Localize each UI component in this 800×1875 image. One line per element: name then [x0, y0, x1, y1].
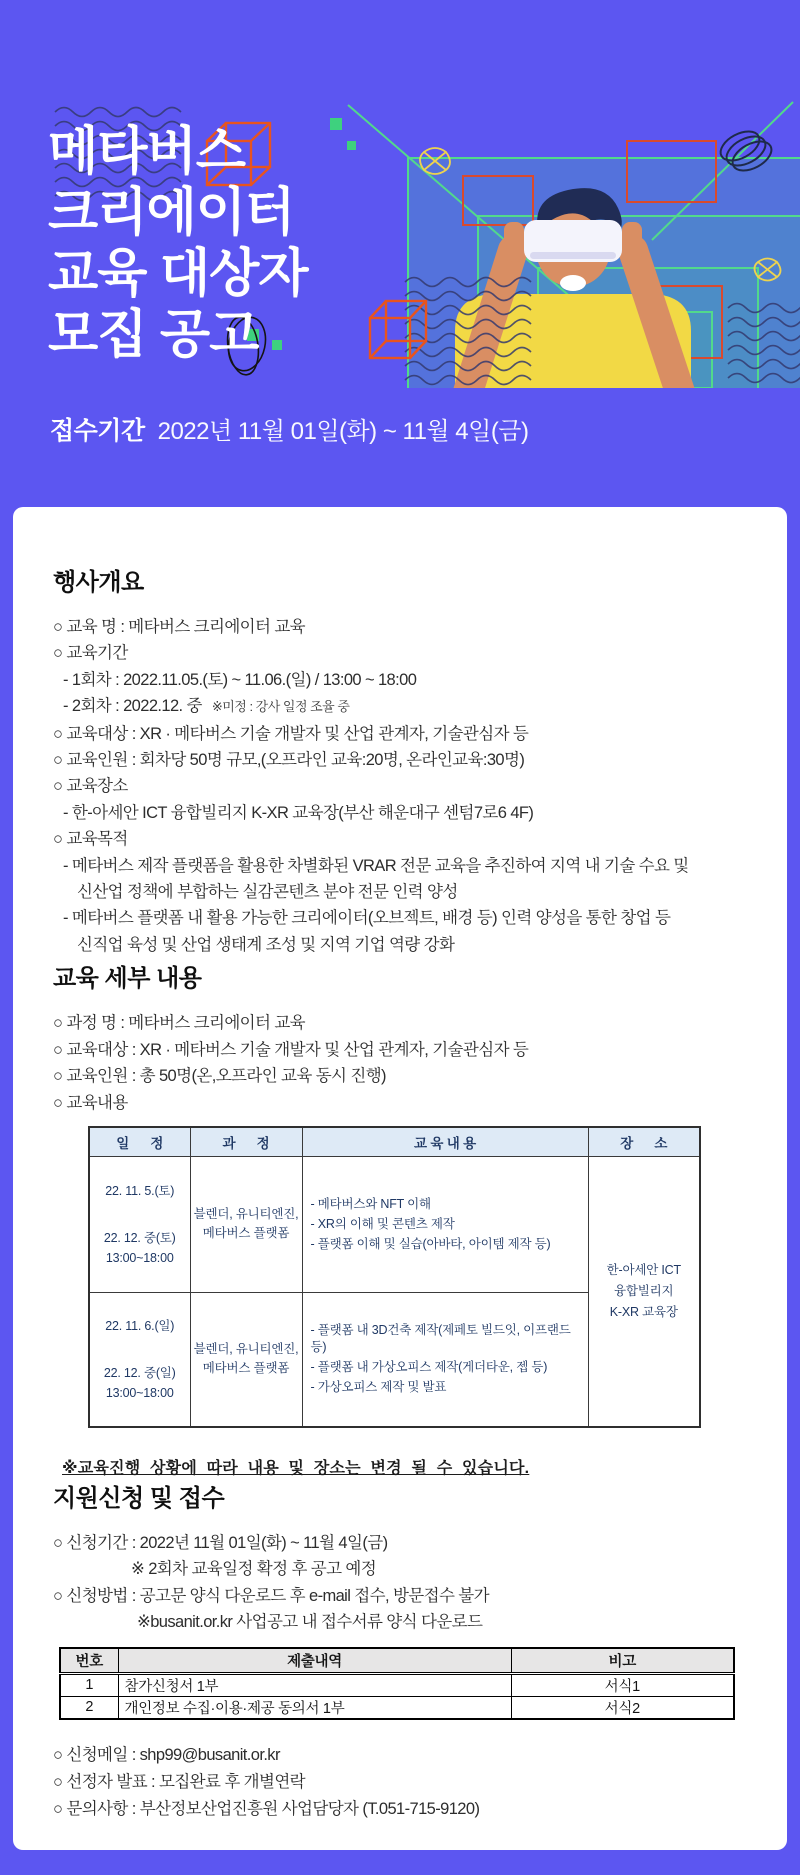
- list-item: ○ 교육인원 : 회차당 50명 규모,(오프라인 교육:20명, 온라인교육:30명): [53, 751, 525, 770]
- schedule-date: 22. 11. 6.(일): [105, 1318, 175, 1333]
- table-row: [60, 1673, 734, 1696]
- apply-list: [53, 1530, 753, 1636]
- right-hand: [622, 222, 642, 262]
- col-header-course: 과 정: [190, 1127, 302, 1157]
- course-line: 블렌더, 유니티엔진,: [193, 1207, 299, 1222]
- list-item: ※ 2회차 교육일정 확정 후 공고 예정: [131, 1560, 377, 1579]
- course-line: 블렌더, 유니티엔진,: [193, 1342, 299, 1357]
- schedule-cell: [89, 1292, 190, 1427]
- list-item: ○ 교육내용: [53, 1093, 128, 1112]
- schedule-date: 22. 12. 중(토): [103, 1230, 176, 1245]
- list-item: - 메타버스 제작 플랫폼을 활용한 차별화된 VRAR 전문 교육을 추진하여 지역 내 기술 수요 및: [63, 856, 689, 875]
- schedule-date: 22. 12. 중(일): [103, 1365, 176, 1380]
- col-header-number: 번호: [60, 1648, 118, 1674]
- table-row: [89, 1156, 700, 1292]
- number-cell: 1: [60, 1673, 118, 1696]
- course-line: 메타버스 플랫폼: [202, 1226, 290, 1241]
- smile: [560, 275, 586, 291]
- col-header-location: 장 소: [588, 1127, 700, 1157]
- title-line: 모집 공고: [48, 306, 259, 364]
- contact-list: [53, 1742, 753, 1823]
- list-item: 신산업 정책에 부합하는 실감콘텐츠 분야 전문 인력 양성: [77, 883, 458, 902]
- title-line: 교육 대상자: [48, 245, 308, 303]
- list-item: 신직업 육성 및 산업 생태계 조성 및 지역 기업 역량 강화: [77, 935, 455, 954]
- course-line: 메타버스 플랫폼: [202, 1361, 290, 1376]
- col-header-document: 제출내역: [118, 1648, 511, 1674]
- schedule-time: 13:00~18:00: [105, 1250, 174, 1265]
- overview-heading: 행사개요: [53, 569, 144, 596]
- course-cell: [190, 1292, 302, 1427]
- period-value: 2022년 11월 01일(화) ~ 11월 4일(금): [157, 418, 529, 445]
- location-line: 한-아세안 ICT: [606, 1262, 681, 1277]
- col-header-schedule: 일 정: [89, 1127, 190, 1157]
- period-label: 접수기간: [50, 417, 145, 445]
- col-header-content: 교 육 내 용: [302, 1127, 588, 1157]
- poster-title: [48, 122, 308, 366]
- document-cell: 개인정보 수집·이용·제공 동의서 1부: [118, 1696, 511, 1719]
- list-item: ○ 교육목적: [53, 830, 128, 849]
- list-item-text: - 2회차 : 2022.12. 중: [63, 697, 202, 716]
- col-header-remark: 비고: [511, 1648, 734, 1674]
- content-item: - XR의 이해 및 콘텐츠 제작: [310, 1216, 455, 1231]
- contact-announcement: ○ 선정자 발표 : 모집완료 후 개별연락: [53, 1772, 306, 1791]
- remark-cell: 서식1: [511, 1673, 734, 1696]
- table-header-row: [89, 1127, 700, 1157]
- content-card: [13, 507, 787, 1850]
- list-item: - 한-아세안 ICT 융합빌리지 K-XR 교육장(부산 해운대구 센텀7로6 4F): [63, 803, 534, 822]
- location-line: K-XR 교육장: [609, 1304, 678, 1319]
- table-row: [60, 1696, 734, 1719]
- documents-table: [59, 1647, 735, 1720]
- content-item: - 플랫폼 내 가상오피스 제작(게더타운, 젭 등): [310, 1360, 548, 1375]
- location-cell: [588, 1156, 700, 1427]
- list-item: - 메타버스 플랫폼 내 활용 가능한 크리에이터(오브젝트, 배경 등) 인력 양성을 통한 창업 등: [63, 909, 671, 928]
- schedule-time: 13:00~18:00: [105, 1385, 174, 1400]
- curriculum-table: [88, 1126, 701, 1428]
- list-item: ○ 교육인원 : 총 50명(온,오프라인 교육 동시 진행): [53, 1067, 386, 1086]
- list-item: ○ 신청기간 : 2022년 11월 01일(화) ~ 11월 4일(금): [53, 1533, 388, 1552]
- details-list: [53, 1010, 753, 1116]
- overview-list: [53, 614, 753, 958]
- details-heading: 교육 세부 내용: [53, 965, 202, 993]
- list-item: ○ 과정 명 : 메타버스 크리에이터 교육: [53, 1014, 306, 1033]
- content-item: - 플랫폼 이해 및 실습(아바타, 아이템 제작 등): [310, 1236, 551, 1251]
- pixel-squares-top: [330, 118, 356, 150]
- list-item-note: ※미정 : 강사 일정 조율 중: [211, 699, 350, 715]
- list-item: [53, 693, 753, 720]
- table-change-note: ※교육진행 상황에 따라 내용 및 장소는 변경 될 수 있습니다.: [62, 1459, 530, 1477]
- table-header-row: [60, 1648, 734, 1674]
- content-cell: [302, 1156, 588, 1292]
- list-item: - 1회차 : 2022.11.05.(토) ~ 11.06.(일) / 13:00 ~ 18:00: [63, 670, 417, 689]
- content-item: - 가상오피스 제작 및 발표: [310, 1380, 447, 1395]
- left-hand: [504, 222, 524, 262]
- application-period: [50, 411, 528, 447]
- remark-cell: 서식2: [511, 1696, 734, 1719]
- list-item: ○ 신청방법 : 공고문 양식 다운로드 후 e-mail 접수, 방문접수 불가: [53, 1586, 489, 1605]
- course-cell: [190, 1156, 302, 1292]
- list-item: ○ 교육장소: [53, 777, 128, 796]
- schedule-date: 22. 11. 5.(토): [105, 1183, 175, 1198]
- contact-inquiry: ○ 문의사항 : 부산정보산업진흥원 사업담당자 (T.051-715-9120): [53, 1799, 480, 1818]
- content-item: - 플랫폼 내 3D건축 제작(제페토 빌드잇, 이프랜드 등): [310, 1323, 571, 1355]
- list-item: ※busanit.or.kr 사업공고 내 접수서류 양식 다운로드: [137, 1613, 483, 1632]
- title-line: 크리에이터: [48, 184, 295, 242]
- location-line: 융합빌리지: [614, 1283, 674, 1298]
- list-item: ○ 교육기간: [53, 644, 128, 663]
- title-line: 메타버스: [48, 123, 245, 181]
- list-item: ○ 교육 명 : 메타버스 크리에이터 교육: [53, 618, 306, 636]
- apply-heading: 지원신청 및 접수: [53, 1484, 225, 1512]
- number-cell: 2: [60, 1696, 118, 1719]
- vr-goggles-shadow: [530, 252, 616, 259]
- list-item: ○ 교육대상 : XR · 메타버스 기술 개발자 및 산업 관계자, 기술관심자 등: [53, 1040, 529, 1059]
- document-cell: 참가신청서 1부: [118, 1673, 511, 1696]
- content-cell: [302, 1292, 588, 1427]
- schedule-cell: [89, 1156, 190, 1292]
- banner: [0, 0, 800, 507]
- content-item: - 메타버스와 NFT 이해: [310, 1196, 431, 1211]
- contact-email: ○ 신청메일 : shp99@busanit.or.kr: [53, 1745, 280, 1764]
- list-item: ○ 교육대상 : XR · 메타버스 기술 개발자 및 산업 관계자, 기술관심자 등: [53, 724, 529, 743]
